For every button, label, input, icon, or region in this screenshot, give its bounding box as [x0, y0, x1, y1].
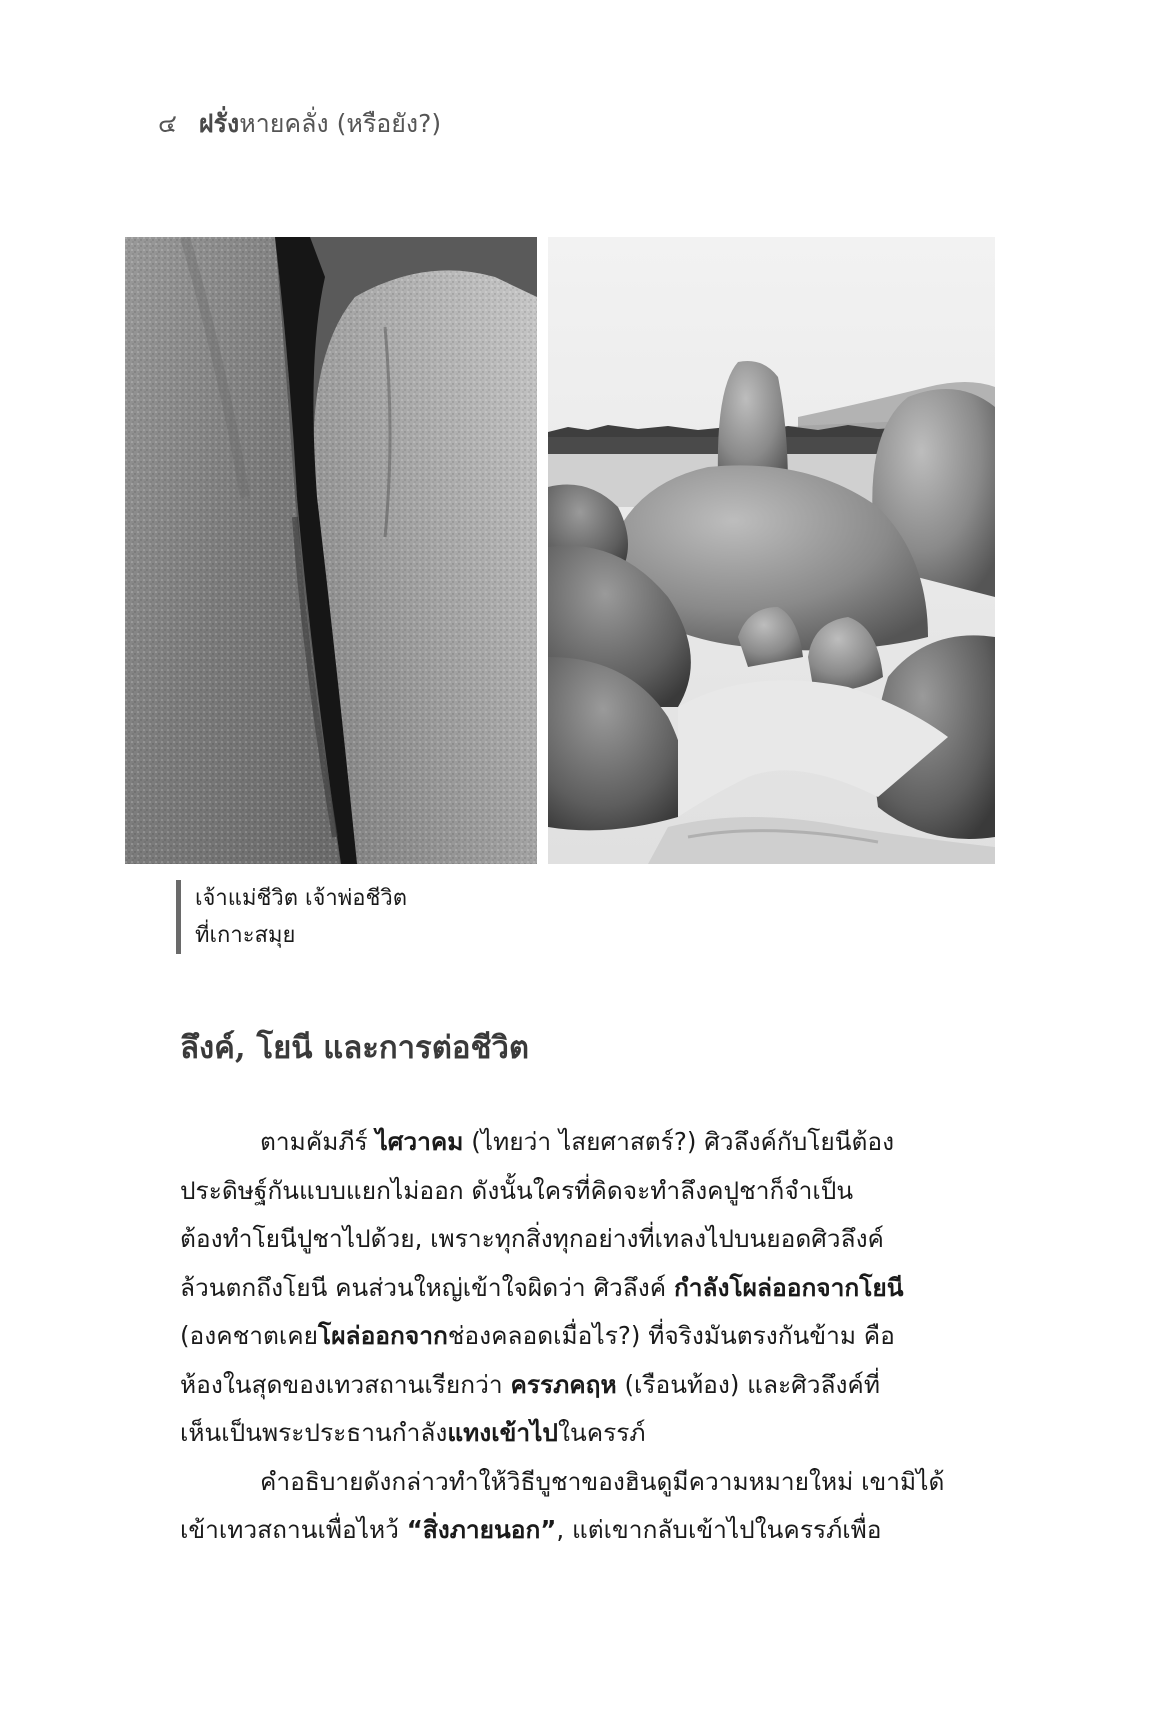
emphasis-term: กำลังโผล่ออกจากโยนี — [673, 1272, 904, 1302]
book-title-bold: ฝรั่ง — [198, 109, 240, 138]
text-run: ช่องคลอดเมื่อไร?) ที่จริงมันตรงกันข้าม คือ — [447, 1321, 895, 1350]
paragraph-2-line-1: คำอธิบายดังกล่าวทำให้วิธีบูชาของฮินดูมีความหมายใหม่ เขามิได้ — [260, 1466, 945, 1496]
paragraph-1-line-1 — [180, 1118, 945, 1167]
paragraph-1-line-3: ต้องทำโยนีปูชาไปด้วย, เพราะทุกสิ่งทุกอย่างที่เทลงไปบนยอดศิวลึงค์ — [180, 1224, 884, 1253]
section-title: ลึงค์, โยนี และการต่อชีวิต — [180, 1030, 530, 1066]
paragraph-1-line-4 — [180, 1264, 945, 1313]
running-header — [158, 104, 441, 144]
text-run: ล้วนตกถึงโยนี คนส่วนใหญ่เข้าใจผิดว่า ศิวลึงค์ — [180, 1272, 674, 1302]
text-run: ห้องในสุดของเทวสถานเรียกว่า — [180, 1369, 511, 1399]
book-title-rest: หายคลั่ง (หรือยัง?) — [239, 109, 442, 138]
paragraph-2-line-2 — [180, 1506, 945, 1555]
text-run: เห็นเป็นพระประธานกำลัง — [180, 1418, 448, 1447]
text-run: (เรือนท้อง) และศิวลึงค์ที่ — [616, 1369, 880, 1399]
text-run: , แต่เขากลับเข้าไปในครรภ์เพื่อ — [556, 1515, 882, 1544]
caption-line-2: ที่เกาะสมุย — [195, 923, 296, 948]
paragraph-1-line-5 — [180, 1312, 945, 1361]
paragraph-1-line-2: ประดิษฐ์กันแบบแยกไม่ออก ดังนั้นใครที่คิดจะทำลึงคปูชาก็จำเป็น — [180, 1175, 854, 1205]
text-run: เข้าเทวสถานเพื่อไหว้ — [180, 1515, 407, 1544]
text-run: (องคชาตเคย — [180, 1321, 319, 1350]
photo-caption — [176, 880, 407, 954]
paragraph-1-line-6 — [180, 1361, 945, 1410]
caption-line-1: เจ้าแม่ชีวิต เจ้าพ่อชีวิต — [195, 886, 408, 911]
text-run: ตามคัมภีร์ — [260, 1127, 376, 1156]
emphasis-term: แทงเข้าไป — [447, 1418, 558, 1447]
page-number: ๔ — [158, 109, 177, 138]
emphasis-term: ครรภคฤห — [510, 1369, 617, 1399]
body-text — [180, 1118, 945, 1555]
emphasis-term: “สิ่งภายนอก” — [406, 1515, 557, 1544]
text-run: (ไทยว่า ไสยศาสตร์?) ศิวลึงค์กับโยนีต้อง — [463, 1127, 895, 1156]
emphasis-term: โผล่ออกจาก — [318, 1321, 448, 1350]
text-run: ในครรภ์ — [557, 1418, 646, 1447]
paragraph-1-line-7 — [180, 1409, 945, 1458]
rock-crevice-photo — [125, 237, 537, 864]
emphasis-term: ไศวาคม — [375, 1127, 464, 1156]
beach-boulders-photo — [548, 237, 995, 864]
